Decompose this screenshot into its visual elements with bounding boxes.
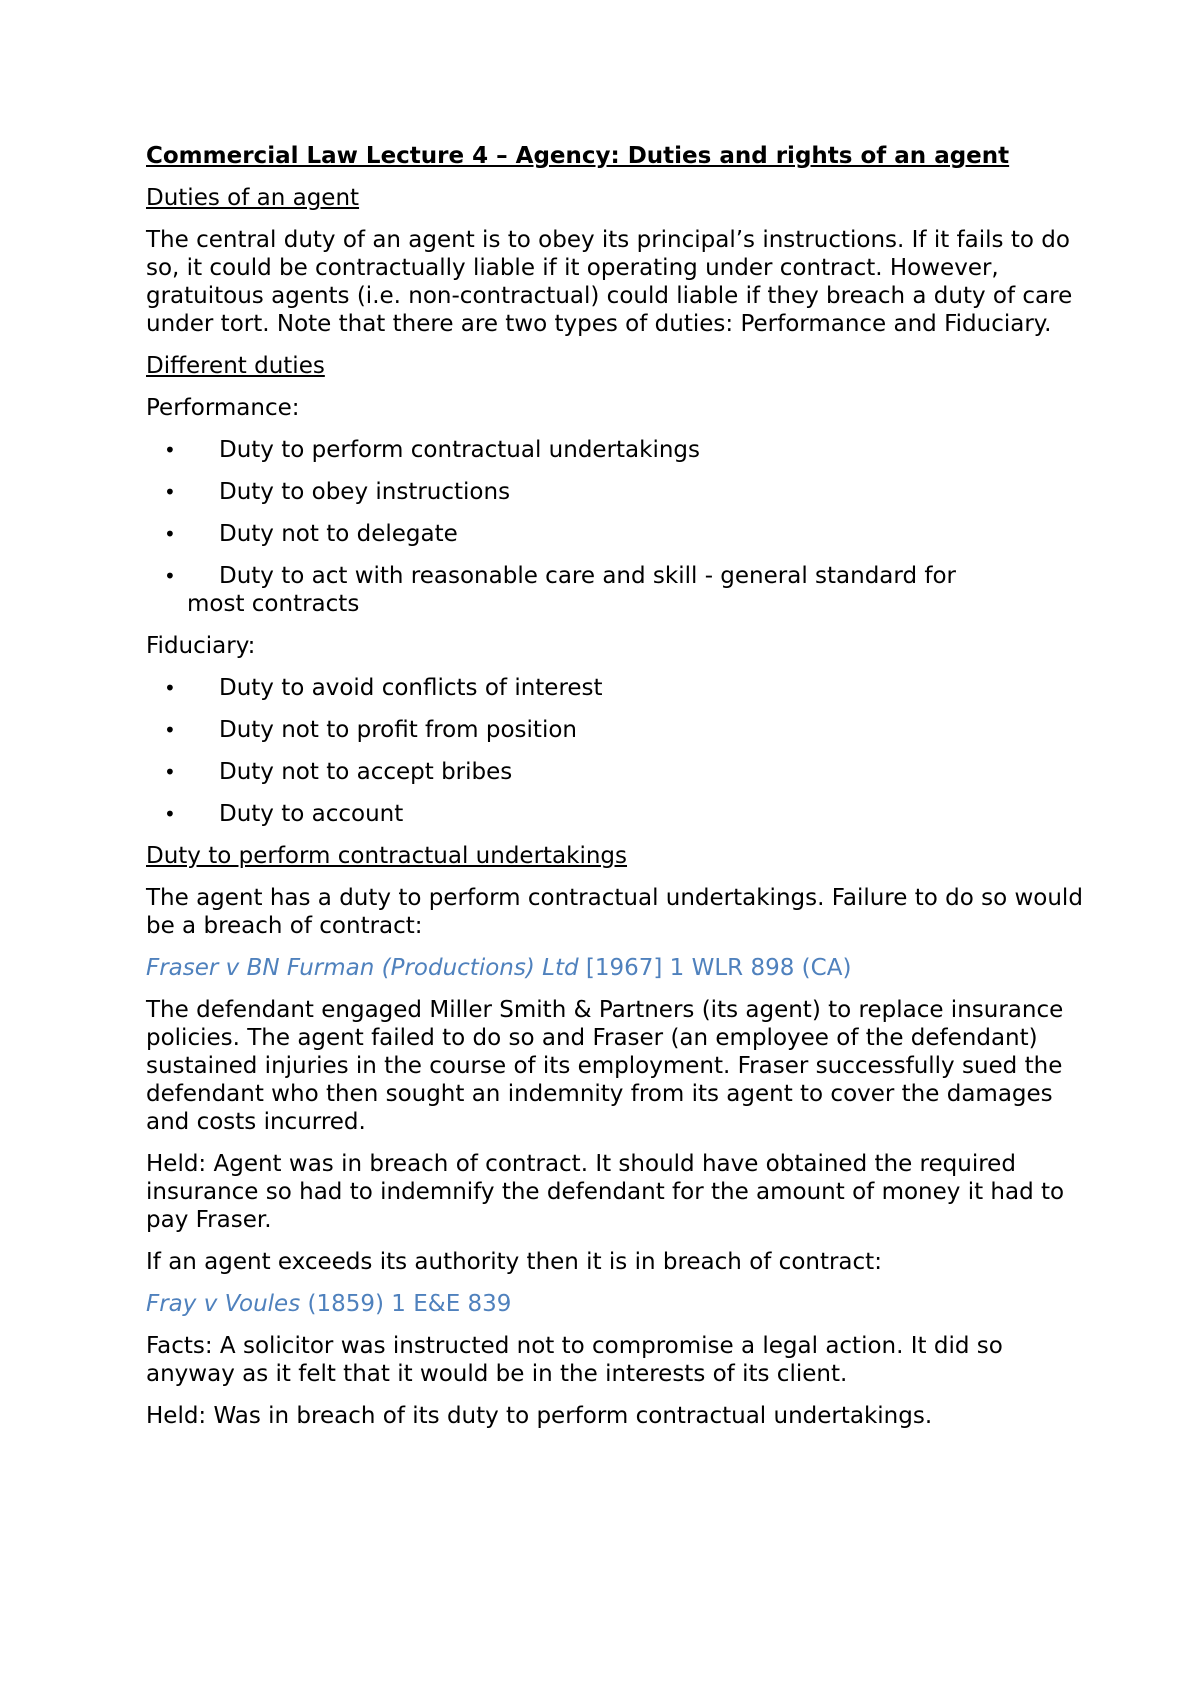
case-citation-fraser (146, 954, 1086, 982)
list-item-text-continued: most contracts (187, 591, 360, 617)
list-item-text: Duty to account (219, 801, 404, 827)
case-citation: [1967] 1 WLR 898 (CA) (578, 955, 852, 981)
perform-undertakings-heading: Duty to perform contractual undertakings (146, 843, 628, 869)
list-item (146, 674, 1086, 702)
list-item (146, 478, 1086, 506)
duties-heading: Duties of an agent (146, 185, 360, 211)
list-item-text: Duty to perform contractual undertakings (219, 437, 701, 463)
fray-held-paragraph: Held: Was in breach of its duty to perform contractual undertakings. (146, 1403, 933, 1429)
list-item-text: Duty not to profit from position (219, 717, 577, 743)
list-item-text: Duty not to delegate (219, 521, 458, 547)
case-citation-fray (146, 1290, 1086, 1318)
list-item-text: Duty to act with reasonable care and skill - general standard for (219, 563, 956, 589)
bullet-icon: • (164, 522, 176, 546)
fiduciary-list (146, 674, 1086, 828)
exceeds-authority-paragraph: If an agent exceeds its authority then it is in breach of contract: (146, 1249, 882, 1275)
perform-paragraph: The agent has a duty to perform contractual undertakings. Failure to do so would be a breach of contract: (146, 885, 1083, 939)
different-duties-heading: Different duties (146, 353, 325, 379)
list-item-text: Duty to obey instructions (219, 479, 511, 505)
fiduciary-label: Fiduciary: (146, 633, 256, 659)
list-item (146, 716, 1086, 744)
list-item (146, 436, 1086, 464)
performance-list (146, 436, 1086, 618)
intro-paragraph: The central duty of an agent is to obey its principal’s instructions. If it fails to do so, it could be contractually liable if it operating under contract. However, gratuitous agents (i.e. non-contractual) could liable if they breach a duty of care under tort. Note that there are two types of duties: Performance and Fiduciary. (146, 227, 1073, 337)
list-item (146, 800, 1086, 828)
fraser-facts-paragraph: The defendant engaged Miller Smith & Partners (its agent) to replace insurance policies. The agent failed to do so and Fraser (an employee of the defendant) sustained injuries in the course of its employment. Fraser successfully sued the defendant who then sought an indemnity from its agent to cover the damages and costs incurred. (146, 997, 1064, 1135)
bullet-icon: • (164, 438, 176, 462)
case-name: Fray v Voules (146, 1291, 301, 1317)
fray-facts-paragraph: Facts: A solicitor was instructed not to compromise a legal action. It did so anyway as it felt that it would be in the interests of its client. (146, 1333, 1003, 1387)
case-citation: (1859) 1 E&E 839 (300, 1291, 512, 1317)
performance-label: Performance: (146, 395, 300, 421)
bullet-icon: • (164, 480, 176, 504)
document-body (146, 142, 1086, 1444)
document-title: Commercial Law Lecture 4 – Agency: Duties and rights of an agent (146, 143, 1010, 169)
bullet-icon: • (164, 802, 176, 826)
case-name: Fraser v BN Furman (Productions) Ltd (146, 955, 579, 981)
bullet-icon: • (164, 718, 176, 742)
list-item-text: Duty not to accept bribes (219, 759, 513, 785)
bullet-icon: • (164, 564, 176, 588)
bullet-icon: • (164, 676, 176, 700)
list-item-text: Duty to avoid conflicts of interest (219, 675, 603, 701)
fraser-held-paragraph: Held: Agent was in breach of contract. It should have obtained the required insurance so had to indemnify the defendant for the amount of money it had to pay Fraser. (146, 1151, 1065, 1233)
list-item (146, 758, 1086, 786)
bullet-icon: • (164, 760, 176, 784)
list-item (146, 520, 1086, 548)
list-item (146, 562, 1086, 618)
